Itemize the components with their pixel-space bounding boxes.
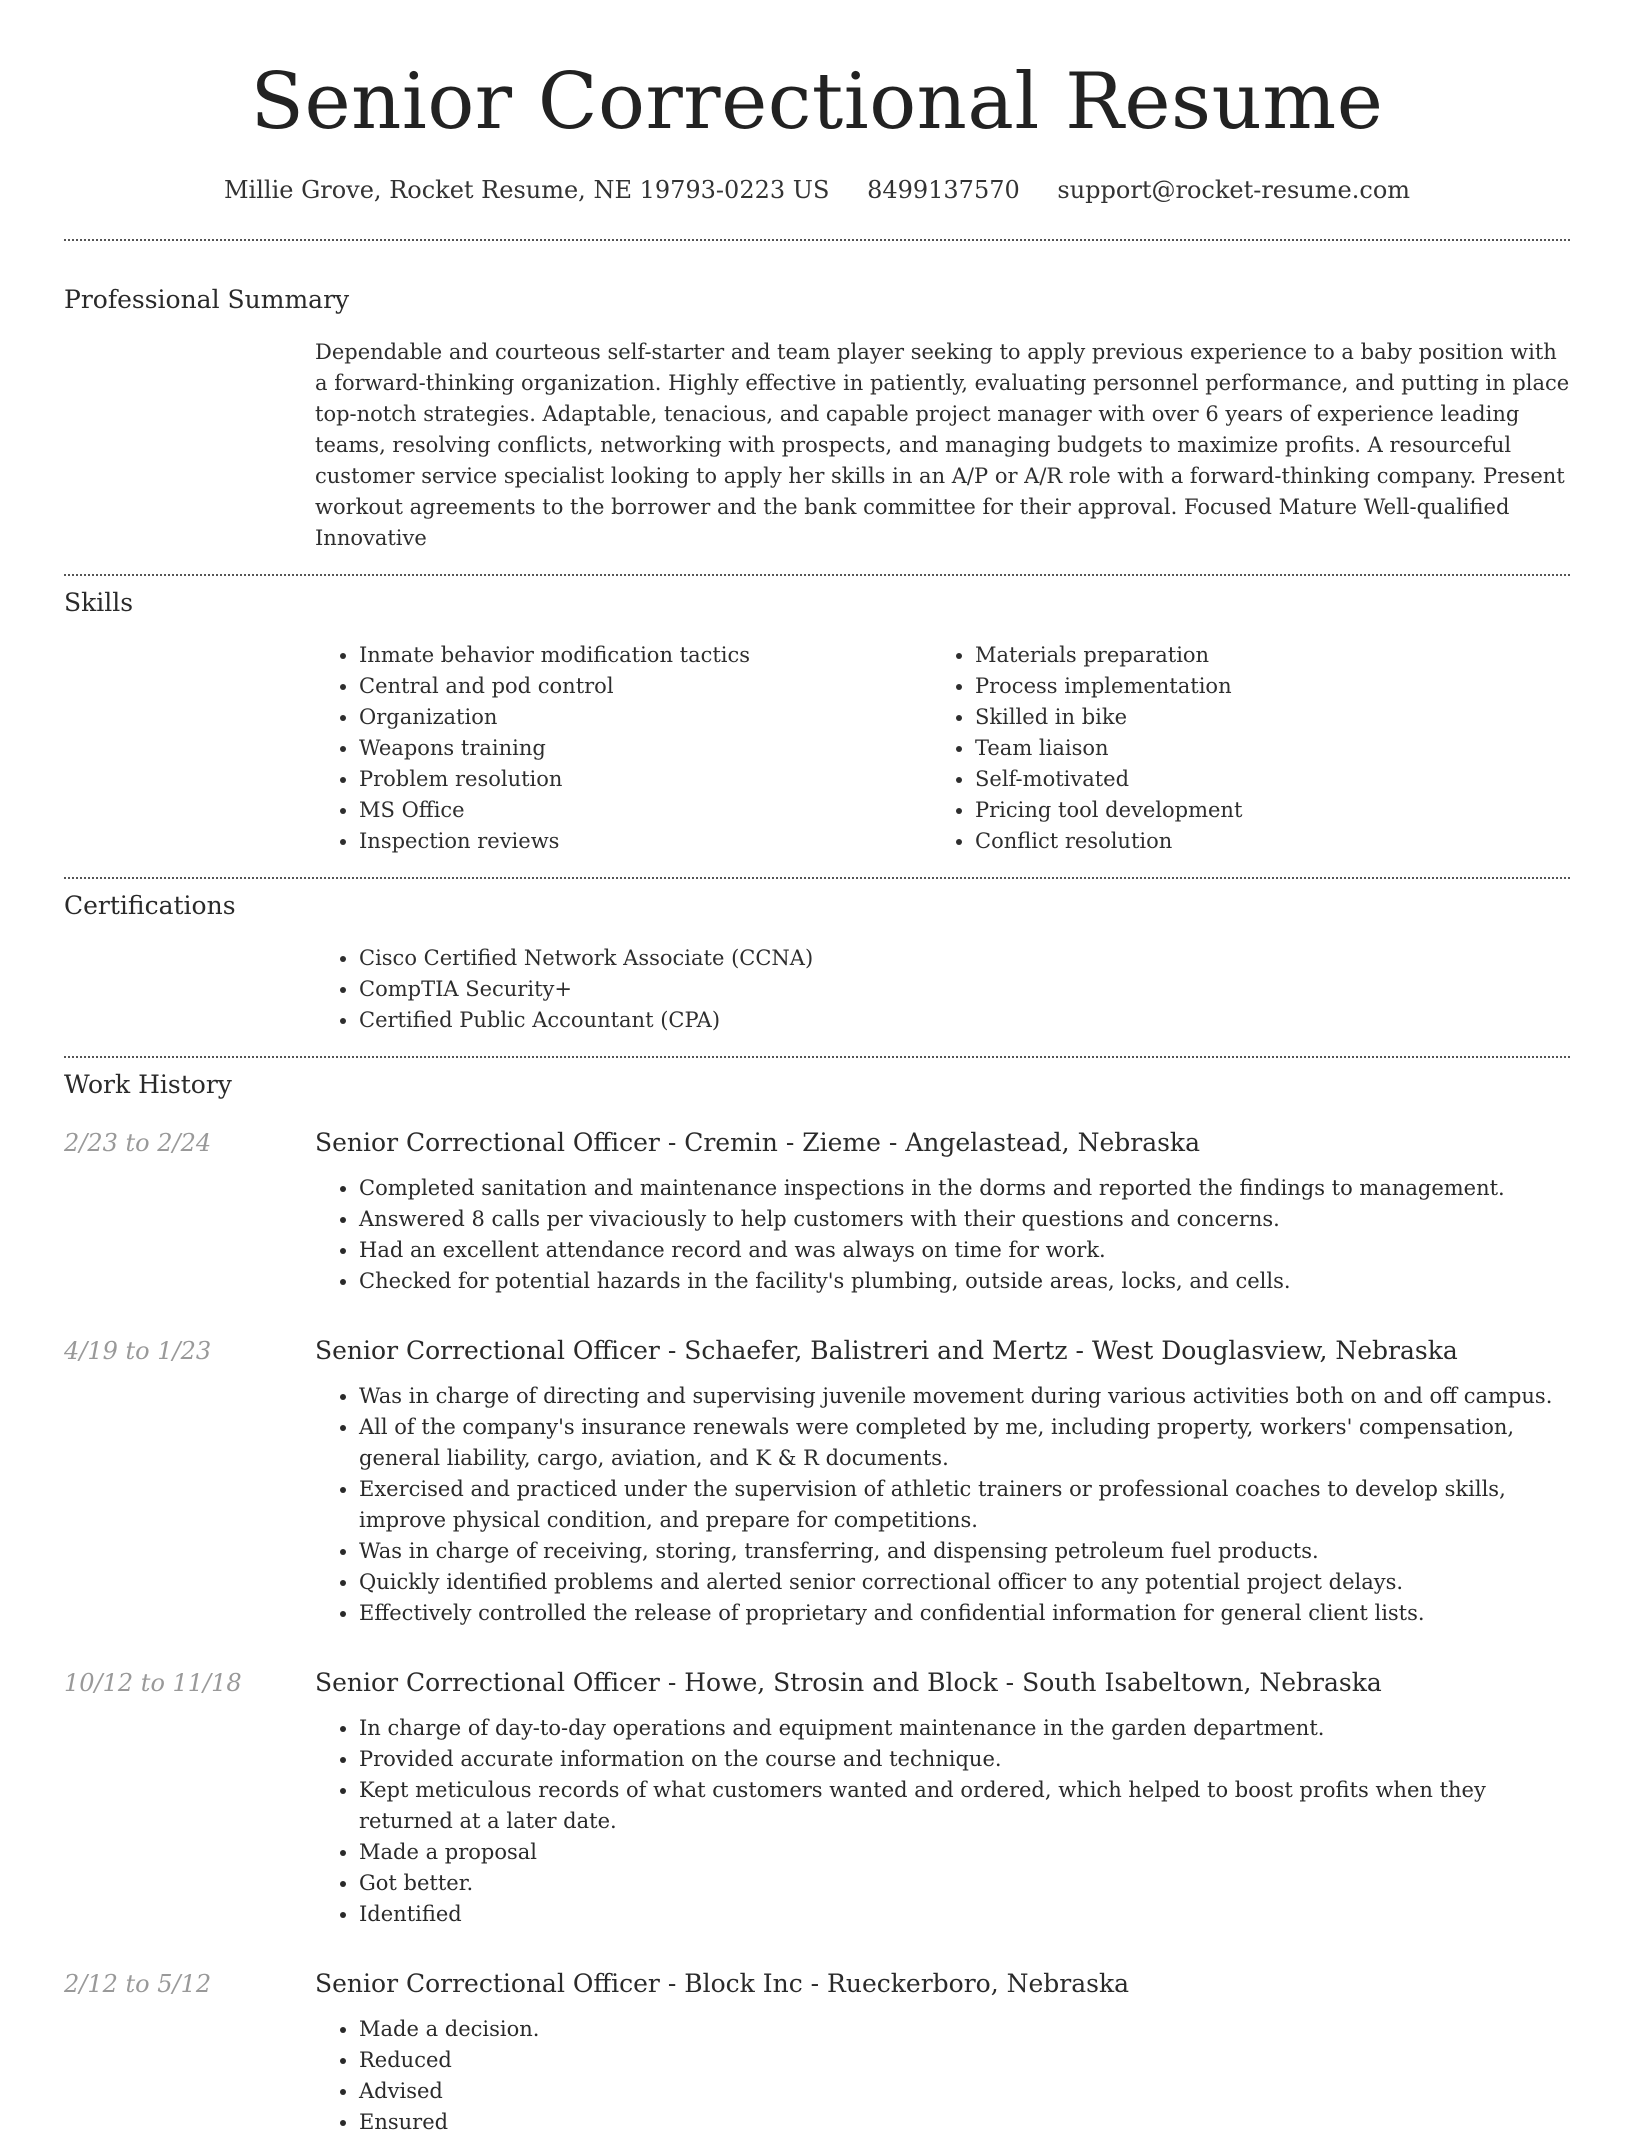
job-bullet: • Was in charge of receiving, storing, transferring, and dispensing petroleum fuel products. [359, 1536, 1570, 1567]
job-bullet: • Answered 8 calls per vivaciously to help customers with their questions and concerns. [359, 1204, 1570, 1235]
job-bullet: • Identified [359, 1899, 1570, 1930]
contact-line [64, 174, 1570, 206]
skills-column-left [315, 640, 931, 857]
job-bullet: • Checked for potential hazards in the facility's plumbing, outside areas, locks, and cells. [359, 1266, 1570, 1297]
header-divider [64, 239, 1570, 241]
job-bullet: • Effectively controlled the release of proprietary and confidential information for general client lists. [359, 1598, 1570, 1629]
skill-item: • Pricing tool development [975, 795, 1547, 826]
skill-item: • MS Office [359, 795, 931, 826]
skill-item: • Organization [359, 702, 931, 733]
job-bullet: • Had an excellent attendance record and was always on time for work. [359, 1235, 1570, 1266]
skill-item: • Materials preparation [975, 640, 1547, 671]
job-bullet: • All of the company's insurance renewals were completed by me, including property, workers' compensation, general liability, cargo, aviation, and K & R documents. [359, 1412, 1570, 1474]
skill-item: • Central and pod control [359, 671, 931, 702]
job-bullet: • Ensured [359, 2107, 1570, 2138]
skill-item: • Conflict resolution [975, 826, 1547, 857]
job-entry [64, 1666, 1570, 1930]
job-bullet: • Provided accurate information on the course and technique. [359, 1744, 1570, 1775]
certifications-divider [64, 1056, 1570, 1058]
job-title: Senior Correctional Officer - Schaefer, Balistreri and Mertz - West Douglasview, Nebraska [315, 1336, 1458, 1365]
job-entry [64, 1334, 1570, 1629]
certifications-list [315, 943, 1570, 1036]
job-entry [64, 1967, 1570, 2138]
skill-item: • Weapons training [359, 733, 931, 764]
skill-item: • Inspection reviews [359, 826, 931, 857]
job-bullets [315, 2014, 1570, 2138]
job-dates: 10/12 to 11/18 [64, 1669, 242, 1697]
certification-item: • CompTIA Security+ [359, 974, 1570, 1005]
resume-page [64, 0, 1570, 2138]
skill-item: • Self-motivated [975, 764, 1547, 795]
job-bullet: • Advised [359, 2076, 1570, 2107]
job-dates: 4/19 to 1/23 [64, 1337, 212, 1365]
skill-item: • Process implementation [975, 671, 1547, 702]
job-bullets [315, 1381, 1570, 1629]
certification-item: • Cisco Certified Network Associate (CCNA) [359, 943, 1570, 974]
job-bullet: • Kept meticulous records of what customers wanted and ordered, which helped to boost profits when they returned at a later date. [359, 1775, 1570, 1837]
contact-phone: 8499137570 [867, 176, 1020, 204]
skills-divider [64, 877, 1570, 879]
job-title: Senior Correctional Officer - Cremin - Zieme - Angelastead, Nebraska [315, 1128, 1200, 1157]
job-bullet: • Was in charge of directing and supervising juvenile movement during various activities both on and off campus. [359, 1381, 1570, 1412]
job-bullet: • Made a decision. [359, 2014, 1570, 2045]
contact-address: Millie Grove, Rocket Resume, NE 19793-0223 US [223, 176, 830, 204]
certifications-heading: Certifications [64, 891, 236, 920]
skill-item: • Skilled in bike [975, 702, 1547, 733]
job-dates: 2/23 to 2/24 [64, 1129, 212, 1157]
job-entry [64, 1126, 1570, 1297]
summary-text: Dependable and courteous self-starter and team player seeking to apply previous experience to a baby position with a forward-thinking organization. Highly effective in patiently, evaluating personnel performance, and putting in place top-notch strategies. Adaptable, tenacious, and capable project manager with over 6 years of experience leading teams, resolving conflicts, networking with prospects, and managing budgets to maximize profits. A resourceful customer service specialist looking to apply her skills in an A/P or A/R role with a forward-thinking company. Present workout agreements to the borrower and the bank committee for their approval. Focused Mature Well-qualified Innovative [315, 340, 1570, 550]
job-bullet: • Made a proposal [359, 1837, 1570, 1868]
summary-divider [64, 574, 1570, 576]
skill-item: • Team liaison [975, 733, 1547, 764]
job-bullets [315, 1173, 1570, 1297]
job-bullet: • Got better. [359, 1868, 1570, 1899]
skill-item: • Inmate behavior modification tactics [359, 640, 931, 671]
job-title: Senior Correctional Officer - Howe, Strosin and Block - South Isabeltown, Nebraska [315, 1668, 1382, 1697]
work-history-heading: Work History [64, 1070, 232, 1099]
job-bullet: • Reduced [359, 2045, 1570, 2076]
skills-heading: Skills [64, 588, 134, 617]
job-dates: 2/12 to 5/12 [64, 1970, 212, 1998]
skills-column-right [931, 640, 1547, 857]
skill-item: • Problem resolution [359, 764, 931, 795]
job-title: Senior Correctional Officer - Block Inc - Rueckerboro, Nebraska [315, 1969, 1130, 1998]
job-bullets [315, 1713, 1570, 1930]
summary-heading: Professional Summary [64, 285, 350, 314]
job-bullet: • In charge of day-to-day operations and equipment maintenance in the garden department. [359, 1713, 1570, 1744]
skills-list [315, 640, 1570, 857]
contact-email: support@rocket-resume.com [1057, 176, 1411, 204]
job-bullet: • Exercised and practiced under the supervision of athletic trainers or professional coaches to develop skills, improve physical condition, and prepare for competitions. [359, 1474, 1570, 1536]
job-bullet: • Completed sanitation and maintenance inspections in the dorms and reported the findings to management. [359, 1173, 1570, 1204]
job-bullet: • Quickly identified problems and alerted senior correctional officer to any potential project delays. [359, 1567, 1570, 1598]
resume-title: Senior Correctional Resume [250, 57, 1384, 147]
certification-item: • Certified Public Accountant (CPA) [359, 1005, 1570, 1036]
